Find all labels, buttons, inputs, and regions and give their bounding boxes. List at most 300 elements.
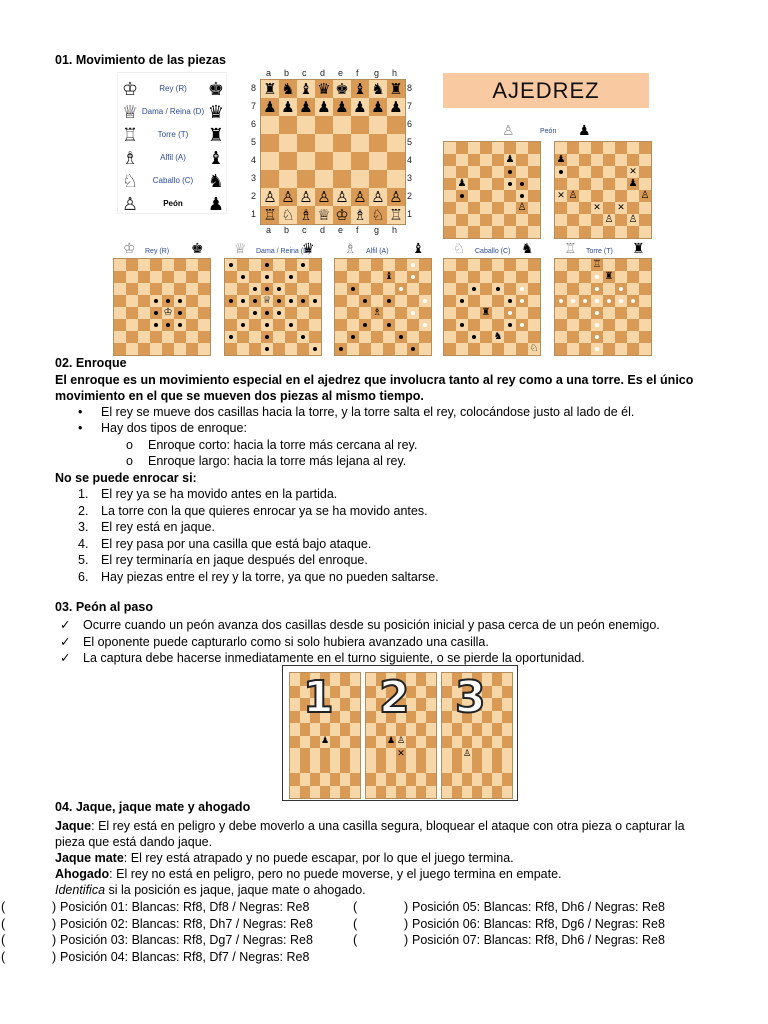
move-dot [607,299,612,304]
board-square [340,748,350,761]
castling-type: Enroque largo: hacia la torre más lejana al rey. [148,454,407,468]
rule-number: 3. [78,520,89,534]
file-label: h [392,225,398,235]
board-square [198,271,210,283]
chess-piece-icon: ♔ [335,205,349,224]
board-square [567,190,579,202]
answer-paren-close: ) [404,900,409,914]
board-square [386,761,396,774]
board-square [174,271,186,283]
board-square [359,307,371,319]
move-dot [241,299,246,304]
board-square [225,283,237,295]
board-square [297,116,315,134]
board-square [351,116,369,134]
rank-label: 1 [251,209,257,219]
board-square [351,206,369,224]
board-square [591,214,603,226]
chess-piece-icon: ♙ [568,190,578,201]
move-dot [619,299,624,304]
board-square [290,736,300,749]
board-square [320,786,330,799]
chess-piece-icon: ♙ [281,187,295,206]
board-square [528,178,540,190]
board-square [603,271,615,283]
board-square [351,152,369,170]
board-square [555,190,567,202]
rank-label: 8 [251,83,257,93]
board-square [309,259,321,271]
answer-paren-open: ( [1,933,6,947]
board-square [376,761,386,774]
answer-paren-open: ( [1,900,6,914]
board-square [186,271,198,283]
board-square [347,283,359,295]
board-square [396,773,406,786]
board-square [504,259,516,271]
board-square [627,154,639,166]
board-square [320,736,330,749]
board-square [419,307,431,319]
move-dot [520,287,525,292]
board-square [502,748,512,761]
board-square [225,295,237,307]
board-square [395,271,407,283]
board-square [320,761,330,774]
board-square [444,214,456,226]
board-square [369,152,387,170]
board-square [456,259,468,271]
board-square [627,307,639,319]
board-square [502,736,512,749]
board-square [340,686,350,699]
board-square [369,116,387,134]
board-square [504,343,516,355]
board-square [555,319,567,331]
move-dot [583,299,588,304]
board-square [426,748,436,761]
board-square [351,188,369,206]
board-square [333,152,351,170]
board-square [340,698,350,711]
answer-paren-close: ) [52,933,57,947]
board-square [591,142,603,154]
board-square [492,786,502,799]
move-dot [301,335,306,340]
board-square [174,331,186,343]
board-square [186,307,198,319]
board-square [492,723,502,736]
board-square [366,723,376,736]
board-square [528,226,540,238]
board-square [371,295,383,307]
move-dot [520,323,525,328]
chess-piece-icon: ♟ [386,736,396,747]
board-square [492,259,504,271]
rule-number: 1. [78,487,89,501]
black-pawn-icon: ♟ [207,194,224,215]
board-square [150,259,162,271]
rank-label: 1 [407,209,413,219]
move-dot [363,299,368,304]
move-dot [301,299,306,304]
board-square [492,166,504,178]
board-square [150,283,162,295]
chess-piece-icon: ♟ [335,97,349,116]
board-square [174,307,186,319]
board-square [504,271,516,283]
white-knight-icon: ♘ [453,241,466,257]
board-square [591,283,603,295]
board-square [492,202,504,214]
board-square [627,202,639,214]
board-square [290,698,300,711]
board-square [615,190,627,202]
board-square [468,226,480,238]
board-square [627,142,639,154]
move-dot [289,299,294,304]
board-square [383,295,395,307]
board-square [371,259,383,271]
board-square [603,307,615,319]
board-square [359,331,371,343]
piece-caption: Dama / Reina (D) [256,248,311,255]
move-dot [571,299,576,304]
board-square [528,190,540,202]
jaque-definition-cont: pieza que está dando jaque. [55,835,213,849]
rule-text: El rey ya se ha movido antes en la partida. [101,487,338,501]
board-square [297,206,315,224]
board-square [359,283,371,295]
ajedrez-banner [443,73,649,108]
board-square [482,786,492,799]
board-square [138,319,150,331]
board-square [444,283,456,295]
board-square [261,295,273,307]
board-square [492,711,502,724]
board-square [579,283,591,295]
board-square [198,343,210,355]
board-square [480,331,492,343]
rank-label: 2 [251,191,257,201]
board-square [366,698,376,711]
rule-number: 6. [78,569,89,584]
board-square [516,271,528,283]
board-square [261,170,279,188]
board-square [603,166,615,178]
piece-caption: Caballo (C) [475,248,511,255]
board-square [516,226,528,238]
black-knight-icon: ♞ [521,241,534,257]
board-square [126,307,138,319]
board-square [639,214,651,226]
move-dot [277,287,282,292]
board-square [419,319,431,331]
board-square [351,98,369,116]
answer-paren-open: ( [353,900,358,914]
board-square [350,723,360,736]
chess-piece-icon: ♗ [353,205,367,224]
board-square [516,343,528,355]
board-square [371,307,383,319]
board-square [285,271,297,283]
board-square [603,202,615,214]
board-square [340,761,350,774]
board-square [309,307,321,319]
board-square [383,271,395,283]
board-square [502,761,512,774]
white-queen-icon: ♕ [234,241,247,257]
board-square [480,142,492,154]
board-square [444,307,456,319]
board-square [290,711,300,724]
board-square [114,283,126,295]
move-dot [265,263,270,268]
board-square [114,331,126,343]
chess-piece-icon: ♜ [604,271,614,282]
board-square [237,343,249,355]
position-description: Posición 07: Blancas: Rf8, Dh6 / Negras: Re8 [412,933,665,947]
legend-piece-name: Peón [163,199,183,208]
board-square [492,271,504,283]
board-square [591,271,603,283]
board-square [416,723,426,736]
board-square [416,761,426,774]
board-square [456,283,468,295]
board-square [639,154,651,166]
mate-definition: Jaque mate: El rey está atrapado y no puede escapar, por lo que el juego termina. [55,851,514,865]
move-dot [387,299,392,304]
castling-bullet: Hay dos tipos de enroque: [101,421,247,435]
board-square [330,736,340,749]
board-square [627,295,639,307]
board-square [376,736,386,749]
board-square [579,331,591,343]
board-square [366,736,376,749]
king-moves-board [113,258,211,356]
board-square [359,319,371,331]
move-dot [460,299,465,304]
checkmark-icon: ✓ [60,651,71,665]
board-square [442,698,452,711]
board-square [386,748,396,761]
move-dot [154,323,159,328]
board-square [516,307,528,319]
chess-piece-icon: ♟ [263,97,277,116]
board-square [340,673,350,686]
board-square [359,343,371,355]
board-square [462,748,472,761]
board-square [627,214,639,226]
board-square [237,259,249,271]
board-square [639,166,651,178]
board-square [310,761,320,774]
board-square [138,259,150,271]
board-square [371,283,383,295]
board-square [456,226,468,238]
board-square [126,331,138,343]
board-square [416,773,426,786]
board-square [297,307,309,319]
move-dot [411,311,416,316]
board-square [579,142,591,154]
board-square [579,307,591,319]
board-square [383,307,395,319]
board-square [376,786,386,799]
board-square [502,686,512,699]
bullet-icon: • [78,421,83,435]
board-square [492,319,504,331]
board-square [442,748,452,761]
board-square [340,736,350,749]
board-square [330,761,340,774]
board-square [444,142,456,154]
board-square [333,170,351,188]
board-square [579,214,591,226]
board-square [300,761,310,774]
queen-moves-board [224,258,322,356]
answer-paren-close: ) [52,916,57,931]
board-square [567,226,579,238]
board-square [114,271,126,283]
move-dot [423,323,428,328]
board-square [504,307,516,319]
answer-paren-open: ( [353,916,358,931]
move-dot [241,323,246,328]
board-square [555,154,567,166]
sub-bullet-marker: o [126,438,133,452]
answer-paren-open: ( [1,949,6,964]
board-square [273,343,285,355]
board-square [472,723,482,736]
board-square [603,283,615,295]
chess-piece-icon: ♕ [317,205,331,224]
file-label: f [356,68,359,78]
pawn-capture-board [554,141,652,239]
board-square [387,80,405,98]
board-square [567,283,579,295]
board-square [310,786,320,799]
board-square [567,295,579,307]
board-square [603,190,615,202]
move-dot [460,323,465,328]
board-square [369,134,387,152]
board-square [162,319,174,331]
board-square [396,761,406,774]
board-square [407,319,419,331]
board-square [426,686,436,699]
move-dot [178,299,183,304]
chess-piece-icon: ♟ [556,154,566,165]
chess-piece-icon: ♝ [353,79,367,98]
board-square [462,786,472,799]
board-square [126,343,138,355]
board-square [225,319,237,331]
move-dot [520,299,525,304]
board-square [555,202,567,214]
board-square [419,295,431,307]
board-square [347,319,359,331]
move-dot [387,323,392,328]
move-dot [253,311,258,316]
board-square [297,295,309,307]
board-square [237,271,249,283]
board-square [198,331,210,343]
ajedrez-banner-text: AJEDREZ [492,77,600,103]
board-square [456,190,468,202]
board-square [516,331,528,343]
section-4-title: 04. Jaque, jaque mate y ahogado [55,800,251,814]
board-square [419,283,431,295]
move-dot [351,335,356,340]
board-square [150,295,162,307]
board-square [261,331,273,343]
board-square [442,786,452,799]
move-dot [253,299,258,304]
rank-label: 6 [407,119,413,129]
board-square [359,271,371,283]
chess-piece-icon: ♗ [372,307,382,318]
chess-piece-icon: ♟ [320,736,330,747]
board-square [395,295,407,307]
move-dot [399,335,404,340]
black-knight-icon: ♞ [207,171,224,192]
board-square [261,271,273,283]
board-square [186,283,198,295]
move-dot [265,311,270,316]
board-square [186,319,198,331]
mate-label: Jaque mate [55,851,124,865]
chess-piece-icon: ♟ [389,97,403,116]
board-square [591,259,603,271]
answer-paren-close: ) [52,900,57,914]
board-square [627,331,639,343]
legend-piece-name: Rey (R) [159,84,187,93]
move-dot [229,335,234,340]
board-square [371,343,383,355]
board-square [366,786,376,799]
board-square [273,319,285,331]
move-dot [595,275,600,280]
board-square [444,190,456,202]
board-square [492,214,504,226]
section-2-title: 02. Enroque [55,356,127,370]
move-dot [229,299,234,304]
board-square [279,170,297,188]
board-square [468,142,480,154]
move-dot [411,275,416,280]
board-square [347,295,359,307]
file-label: f [356,225,359,235]
en-passant-diagram [282,665,518,801]
step-number: 1 [303,672,334,723]
board-square [416,673,426,686]
board-square [285,295,297,307]
board-square [468,295,480,307]
board-square [468,319,480,331]
board-square [555,331,567,343]
board-square [297,319,309,331]
rule-text: El rey pasa por una casilla que está bajo ataque. [101,536,372,551]
board-square [480,319,492,331]
board-square [249,319,261,331]
board-square [579,226,591,238]
board-square [369,206,387,224]
no-castling-title: No se puede enrocar si: [55,471,197,485]
board-square [333,206,351,224]
board-square [456,295,468,307]
move-dot [559,299,564,304]
